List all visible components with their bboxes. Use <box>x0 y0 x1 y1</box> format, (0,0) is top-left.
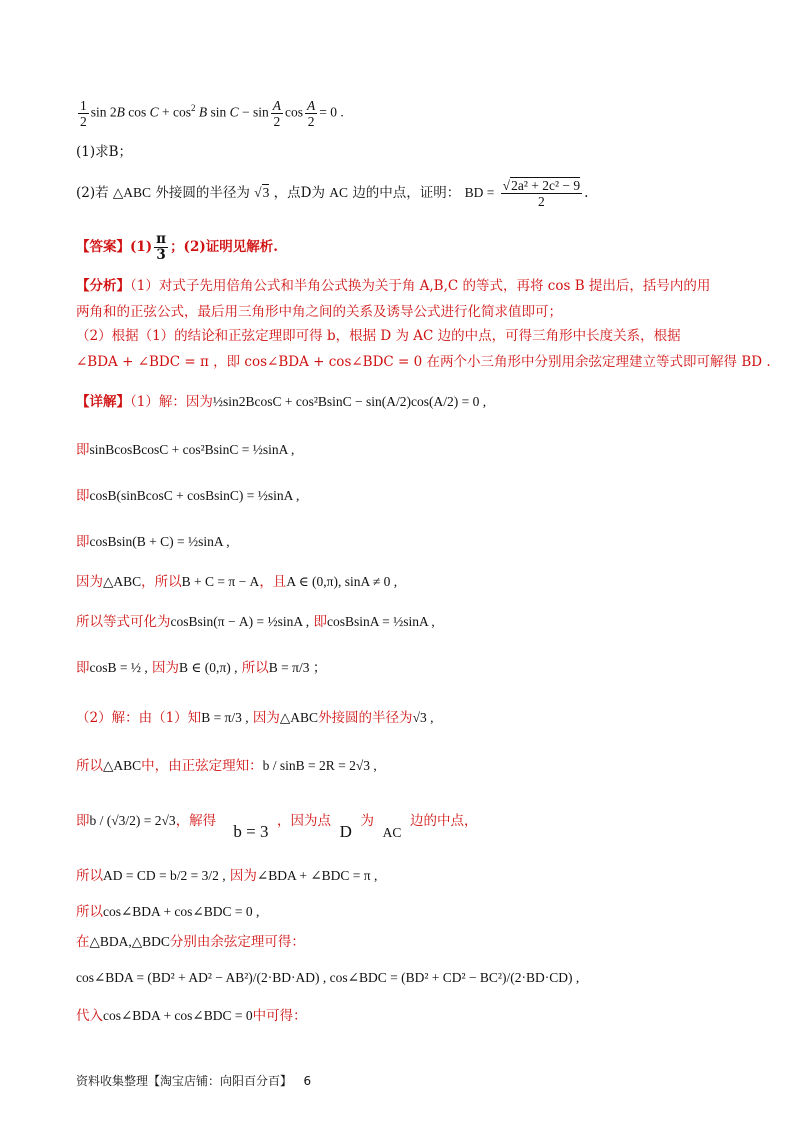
detail-5b: ，所以 <box>141 574 182 590</box>
q2-radius: √3 <box>254 185 270 200</box>
detail-text-1: （1）解：因为 <box>130 394 213 410</box>
detail-line-10 <box>76 810 740 841</box>
detail-math-3: cosB(sinBcosC + cosBsinC) = ½sinA , <box>89 488 300 503</box>
detail-math-2: sinBcosBcosC + cos²BsinC = ½sinA , <box>89 442 295 457</box>
detail-prefix-3: 即 <box>76 488 90 504</box>
analysis-line-2: 两角和的正弦公式，最后用三角形中角之间的关系及诱导公式进行化简求值即可； <box>76 304 562 320</box>
detail-line-11 <box>76 866 740 886</box>
fraction-half: $\frac{1}{2}$ <box>80 98 87 129</box>
detail-line-7 <box>76 658 740 678</box>
detail-9a: 所以 <box>76 758 103 774</box>
detail-line-12 <box>76 902 740 922</box>
detail-line-15 <box>76 1006 740 1026</box>
analysis-tag: 【分析】 <box>76 278 130 294</box>
detail-9-tri: △ABC <box>103 758 142 773</box>
equation-condition: $\frac{1}{2}$ sin 2B $\cos C + \cos^2 B$ sin C − sin $\frac{A}{2}$ cos $\frac{A}{2}$ = 0 . <box>80 98 344 129</box>
detail-5-tri: △ABC <box>103 574 142 589</box>
detail-11-m2: ∠BDA + ∠BDC = π , <box>256 868 378 883</box>
detail-8b: 因为 <box>252 710 280 726</box>
detail-prefix-2: 即 <box>76 442 90 458</box>
detail-prefix-4: 即 <box>76 534 90 550</box>
analysis-text-1: （1）对式子先用倍角公式和半角公式换为关于角 A,B,C 的等式，再将 cos B 提出后，括号内的用 <box>130 278 711 294</box>
detail-7c: 所以 <box>241 660 269 676</box>
detail-14-m: cos∠BDA = (BD² + AD² − AB²)/(2·BD·AD) , cos∠BDC = (BD² + CD² − BC²)/(2·BD·CD) , <box>76 970 580 985</box>
q2-text-2: ，点D为 <box>273 185 325 201</box>
detail-11-m: AD = CD = b/2 = 3/2 , <box>103 868 226 883</box>
answer-line <box>76 232 740 263</box>
q2-text-3: 边的中点，证明： <box>352 185 461 201</box>
detail-9-m: b / sinB = 2R = 2√3 , <box>262 758 377 773</box>
question-2: (2)若 △ABC 外接圆的半径为 √3 ，点D为 AC 边的中点，证明： BD = $\frac{\text{√2a² + 2c² − 9}}{2}$ . <box>76 178 589 209</box>
detail-8c: 外接圆的半径为 <box>318 710 413 726</box>
detail-12-m: cos∠BDA + cos∠BDC = 0 , <box>103 904 260 919</box>
detail-10-m: b / (√3/2) = 2√3 <box>89 813 176 828</box>
detail-10-ac: AC <box>382 825 402 840</box>
detail-line-14 <box>76 968 740 988</box>
detail-7b: 因为 <box>152 660 180 676</box>
detail-line-3 <box>76 486 740 506</box>
detail-8-m2: √3 , <box>412 710 434 725</box>
detail-5-m2: A ∈ (0,π), sinA ≠ 0 , <box>286 574 398 589</box>
detail-10f: 为 <box>360 813 375 829</box>
detail-line-2 <box>76 440 740 460</box>
detail-10-d: D <box>339 822 352 841</box>
q2-text: 外接圆的半径为 <box>155 185 250 201</box>
answer-part1: (1) <box>130 239 153 255</box>
q2-triangle: △ABC <box>112 185 152 200</box>
detail-11b: 因为 <box>229 868 257 884</box>
detail-7-m3: B = π/3 ； <box>268 660 327 675</box>
detail-5a: 因为 <box>76 574 103 590</box>
detail-line-8 <box>76 708 740 728</box>
detail-10h: 边的中点， <box>409 813 478 829</box>
page-number: 6 <box>303 1074 312 1088</box>
detail-8a: （2）解：由（1）知 <box>76 710 202 726</box>
q2-ac: AC <box>329 185 349 200</box>
detail-line-1 <box>76 392 740 412</box>
answer-tag: 【答案】 <box>76 239 130 255</box>
detail-line-5 <box>76 572 740 592</box>
detail-6-m2: cosBsinA = ½sinA , <box>326 614 435 629</box>
analysis-line-4: ∠BDA + ∠BDC = π ，即 cos∠BDA + cos∠BDC = 0 在两个小三角形中分别用余弦定理建立等式即可解得 BD . <box>76 354 771 370</box>
detail-7-m1: cosB = ½ , <box>89 660 148 675</box>
detail-5c: ，且 <box>259 574 287 590</box>
detail-8-m1: B = π/3 , <box>201 710 249 725</box>
detail-6b: 即 <box>313 614 327 630</box>
detail-math-4: cosBsin(B + C) = ½sinA , <box>89 534 230 549</box>
analysis-line-3: （2）根据（1）的结论和正弦定理即可得 b，根据 D 为 AC 边的中点，可得三角形中长度关系，根据 <box>76 328 681 344</box>
detail-line-13 <box>76 932 740 952</box>
detail-11a: 所以 <box>76 868 103 884</box>
detail-10a: 即 <box>76 813 90 829</box>
answer-rest: ；(2)证明见解析. <box>170 239 278 255</box>
detail-8-tri: △ABC <box>279 710 319 725</box>
detail-13a: 在 <box>76 934 90 950</box>
answer-fraction: $\frac{\pi}{3}$ <box>156 231 167 263</box>
detail-15-m: cos∠BDA + cos∠BDC = 0 <box>103 1008 253 1023</box>
detail-15b: 中可得： <box>252 1008 307 1024</box>
detail-7-m2: B ∈ (0,π) , <box>179 660 238 675</box>
detail-10-b3: b = 3 <box>233 822 269 841</box>
q2-prefix: (2)若 <box>76 185 109 201</box>
analysis-line-1 <box>76 276 740 296</box>
detail-13b: 分别由余弦定理可得： <box>169 934 305 950</box>
detail-10b: ，解得 <box>175 813 217 829</box>
footer-text: 资料收集整理【淘宝店铺：向阳百分百】 <box>76 1074 293 1088</box>
question-1: (1)求B； <box>76 144 133 160</box>
page-footer <box>76 1072 311 1089</box>
detail-tag: 【详解】 <box>76 394 130 410</box>
detail-9b: 中，由正弦定理知： <box>141 758 263 774</box>
detail-12a: 所以 <box>76 904 103 920</box>
detail-line-9 <box>76 756 740 776</box>
detail-6a: 所以等式可化为 <box>76 614 171 630</box>
detail-line-6 <box>76 612 740 632</box>
detail-13-m: △BDA,△BDC <box>89 934 170 949</box>
detail-5-m1: B + C = π − A <box>181 574 260 589</box>
detail-7a: 即 <box>76 660 90 676</box>
q2-bd-fraction: $\frac{\text{√2a² + 2c² − 9}}{2}$ <box>502 178 581 209</box>
detail-6-m1: cosBsin(π − A) = ½sinA , <box>170 614 310 629</box>
detail-10d: ，因为点 <box>277 813 332 829</box>
detail-math-1: ½sin2BcosC + cos²BsinC − sin(A/2)cos(A/2) = 0 , <box>212 394 487 409</box>
q2-bd: BD = <box>464 185 495 200</box>
detail-15a: 代入 <box>76 1008 103 1024</box>
detail-line-4 <box>76 532 740 552</box>
